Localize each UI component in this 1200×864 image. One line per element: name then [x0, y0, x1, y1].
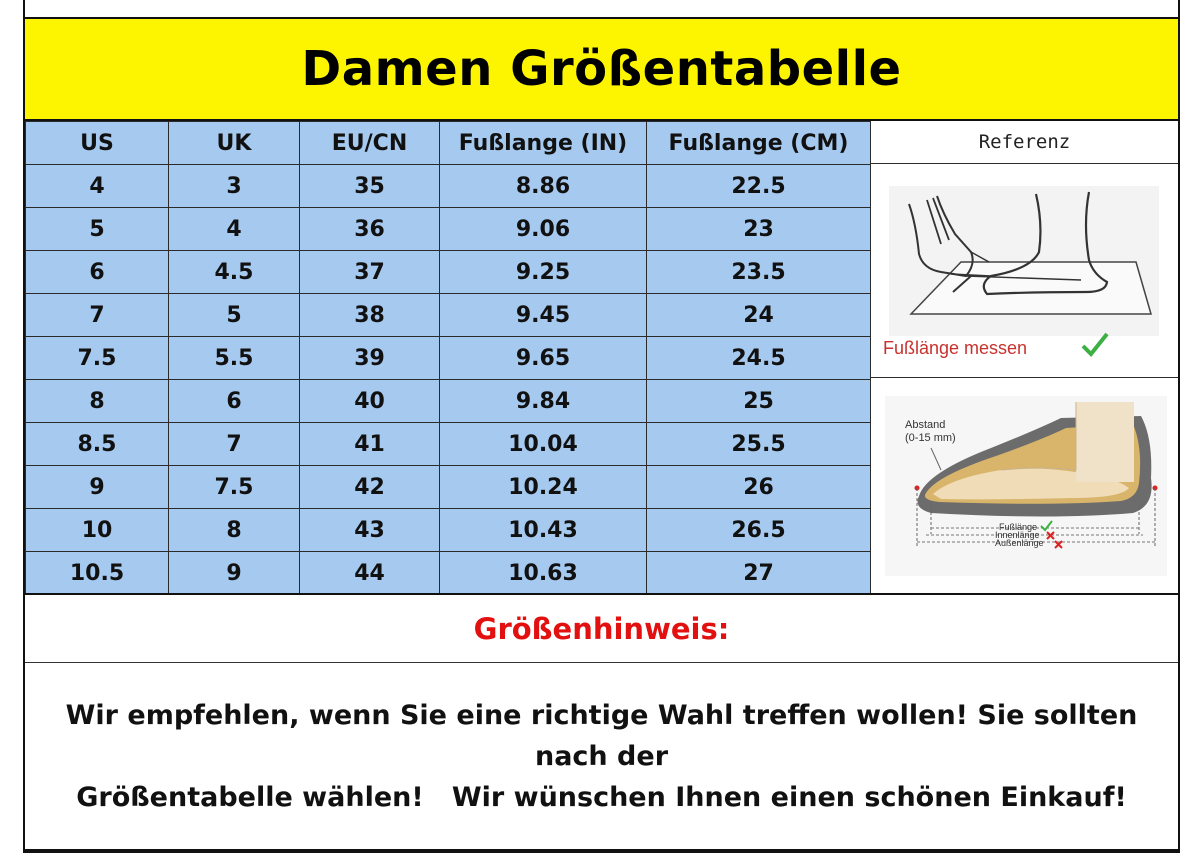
table-cell: 8 — [169, 509, 300, 552]
table-row — [26, 552, 871, 595]
table-row — [26, 251, 871, 294]
table-cell: 10.43 — [440, 509, 647, 552]
table-cell: 8.86 — [440, 165, 647, 208]
table-cell: 7.5 — [169, 466, 300, 509]
column-header-uk: UK — [169, 122, 300, 165]
table-cell: 6 — [169, 380, 300, 423]
table-row — [26, 380, 871, 423]
table-cell: 43 — [300, 509, 440, 552]
column-header-eu-cn: EU/CN — [300, 122, 440, 165]
table-row — [26, 165, 871, 208]
size-note-body — [25, 663, 1178, 849]
size-note-line-1: Wir empfehlen, wenn Sie eine richtige Wahl treffen wollen! Sie sollten nach der — [65, 699, 1138, 772]
table-cell: 41 — [300, 423, 440, 466]
table-cell: 7 — [26, 294, 169, 337]
reference-panel — [870, 121, 1178, 593]
foot-measure-illustration — [871, 164, 1178, 378]
table-row — [26, 423, 871, 466]
shoe-length-illustration — [871, 378, 1178, 593]
table-cell: 22.5 — [647, 165, 871, 208]
table-cell: 4 — [169, 208, 300, 251]
table-cell: 10.63 — [440, 552, 647, 595]
page-title: Damen Größentabelle — [301, 41, 902, 97]
outer-length-label: Außenlänge — [995, 538, 1044, 548]
table-cell: 8.5 — [26, 423, 169, 466]
shoe-length-drawing — [871, 378, 1177, 591]
table-cell: 4.5 — [169, 251, 300, 294]
table-cell: 23 — [647, 208, 871, 251]
table-cell: 39 — [300, 337, 440, 380]
column-header-foot-cm: Fußlange (CM) — [647, 122, 871, 165]
table-cell: 5.5 — [169, 337, 300, 380]
table-cell: 9 — [26, 466, 169, 509]
column-header-foot-in: Fußlange (IN) — [440, 122, 647, 165]
frame-edge-left — [23, 0, 25, 17]
inner-length-label: Innenlänge — [995, 530, 1040, 540]
table-cell: 38 — [300, 294, 440, 337]
table-cell: 9.06 — [440, 208, 647, 251]
foot-measure-drawing — [871, 164, 1177, 376]
gap-label: Abstand — [905, 419, 946, 431]
table-cell: 9.45 — [440, 294, 647, 337]
table-cell: 8 — [26, 380, 169, 423]
table-cell: 7 — [169, 423, 300, 466]
table-cell: 10.5 — [26, 552, 169, 595]
table-cell: 40 — [300, 380, 440, 423]
frame-edge-right — [1178, 0, 1180, 17]
table-cell: 35 — [300, 165, 440, 208]
table-row — [26, 466, 871, 509]
table-cell: 6 — [26, 251, 169, 294]
column-header-us: US — [26, 122, 169, 165]
table-cell: 24 — [647, 294, 871, 337]
table-cell: 23.5 — [647, 251, 871, 294]
table-cell: 10 — [26, 509, 169, 552]
reference-header: Referenz — [871, 121, 1178, 164]
table-cell: 10.24 — [440, 466, 647, 509]
table-cell: 37 — [300, 251, 440, 294]
table-cell: 24.5 — [647, 337, 871, 380]
table-cell: 9.25 — [440, 251, 647, 294]
table-cell: 9 — [169, 552, 300, 595]
table-cell: 27 — [647, 552, 871, 595]
table-cell: 42 — [300, 466, 440, 509]
title-banner — [25, 19, 1178, 121]
size-note-heading-bar — [25, 593, 1178, 663]
frame-bottom-edge — [23, 851, 1180, 853]
table-cell: 7.5 — [26, 337, 169, 380]
check-icon — [1083, 334, 1107, 354]
table-cell: 5 — [169, 294, 300, 337]
table-cell: 26 — [647, 466, 871, 509]
table-cell: 4 — [26, 165, 169, 208]
table-row — [26, 208, 871, 251]
size-note-line-2: Größentabelle wählen! Wir wünschen Ihnen einen schönen Einkauf! — [76, 781, 1127, 813]
foot-length-label: Fußlänge — [999, 522, 1038, 532]
table-header-row — [26, 122, 871, 165]
size-table — [25, 121, 871, 595]
table-cell: 25.5 — [647, 423, 871, 466]
table-cell: 25 — [647, 380, 871, 423]
table-cell: 44 — [300, 552, 440, 595]
table-row — [26, 509, 871, 552]
table-cell: 36 — [300, 208, 440, 251]
table-cell: 10.04 — [440, 423, 647, 466]
table-row — [26, 337, 871, 380]
size-note-heading: Größenhinweis: — [473, 611, 730, 646]
table-cell: 26.5 — [647, 509, 871, 552]
table-cell: 3 — [169, 165, 300, 208]
table-cell: 9.84 — [440, 380, 647, 423]
table-cell: 9.65 — [440, 337, 647, 380]
table-row — [26, 294, 871, 337]
foot-measure-caption: Fußlänge messen — [883, 338, 1028, 358]
table-cell: 5 — [26, 208, 169, 251]
gap-range: (0-15 mm) — [905, 432, 956, 444]
